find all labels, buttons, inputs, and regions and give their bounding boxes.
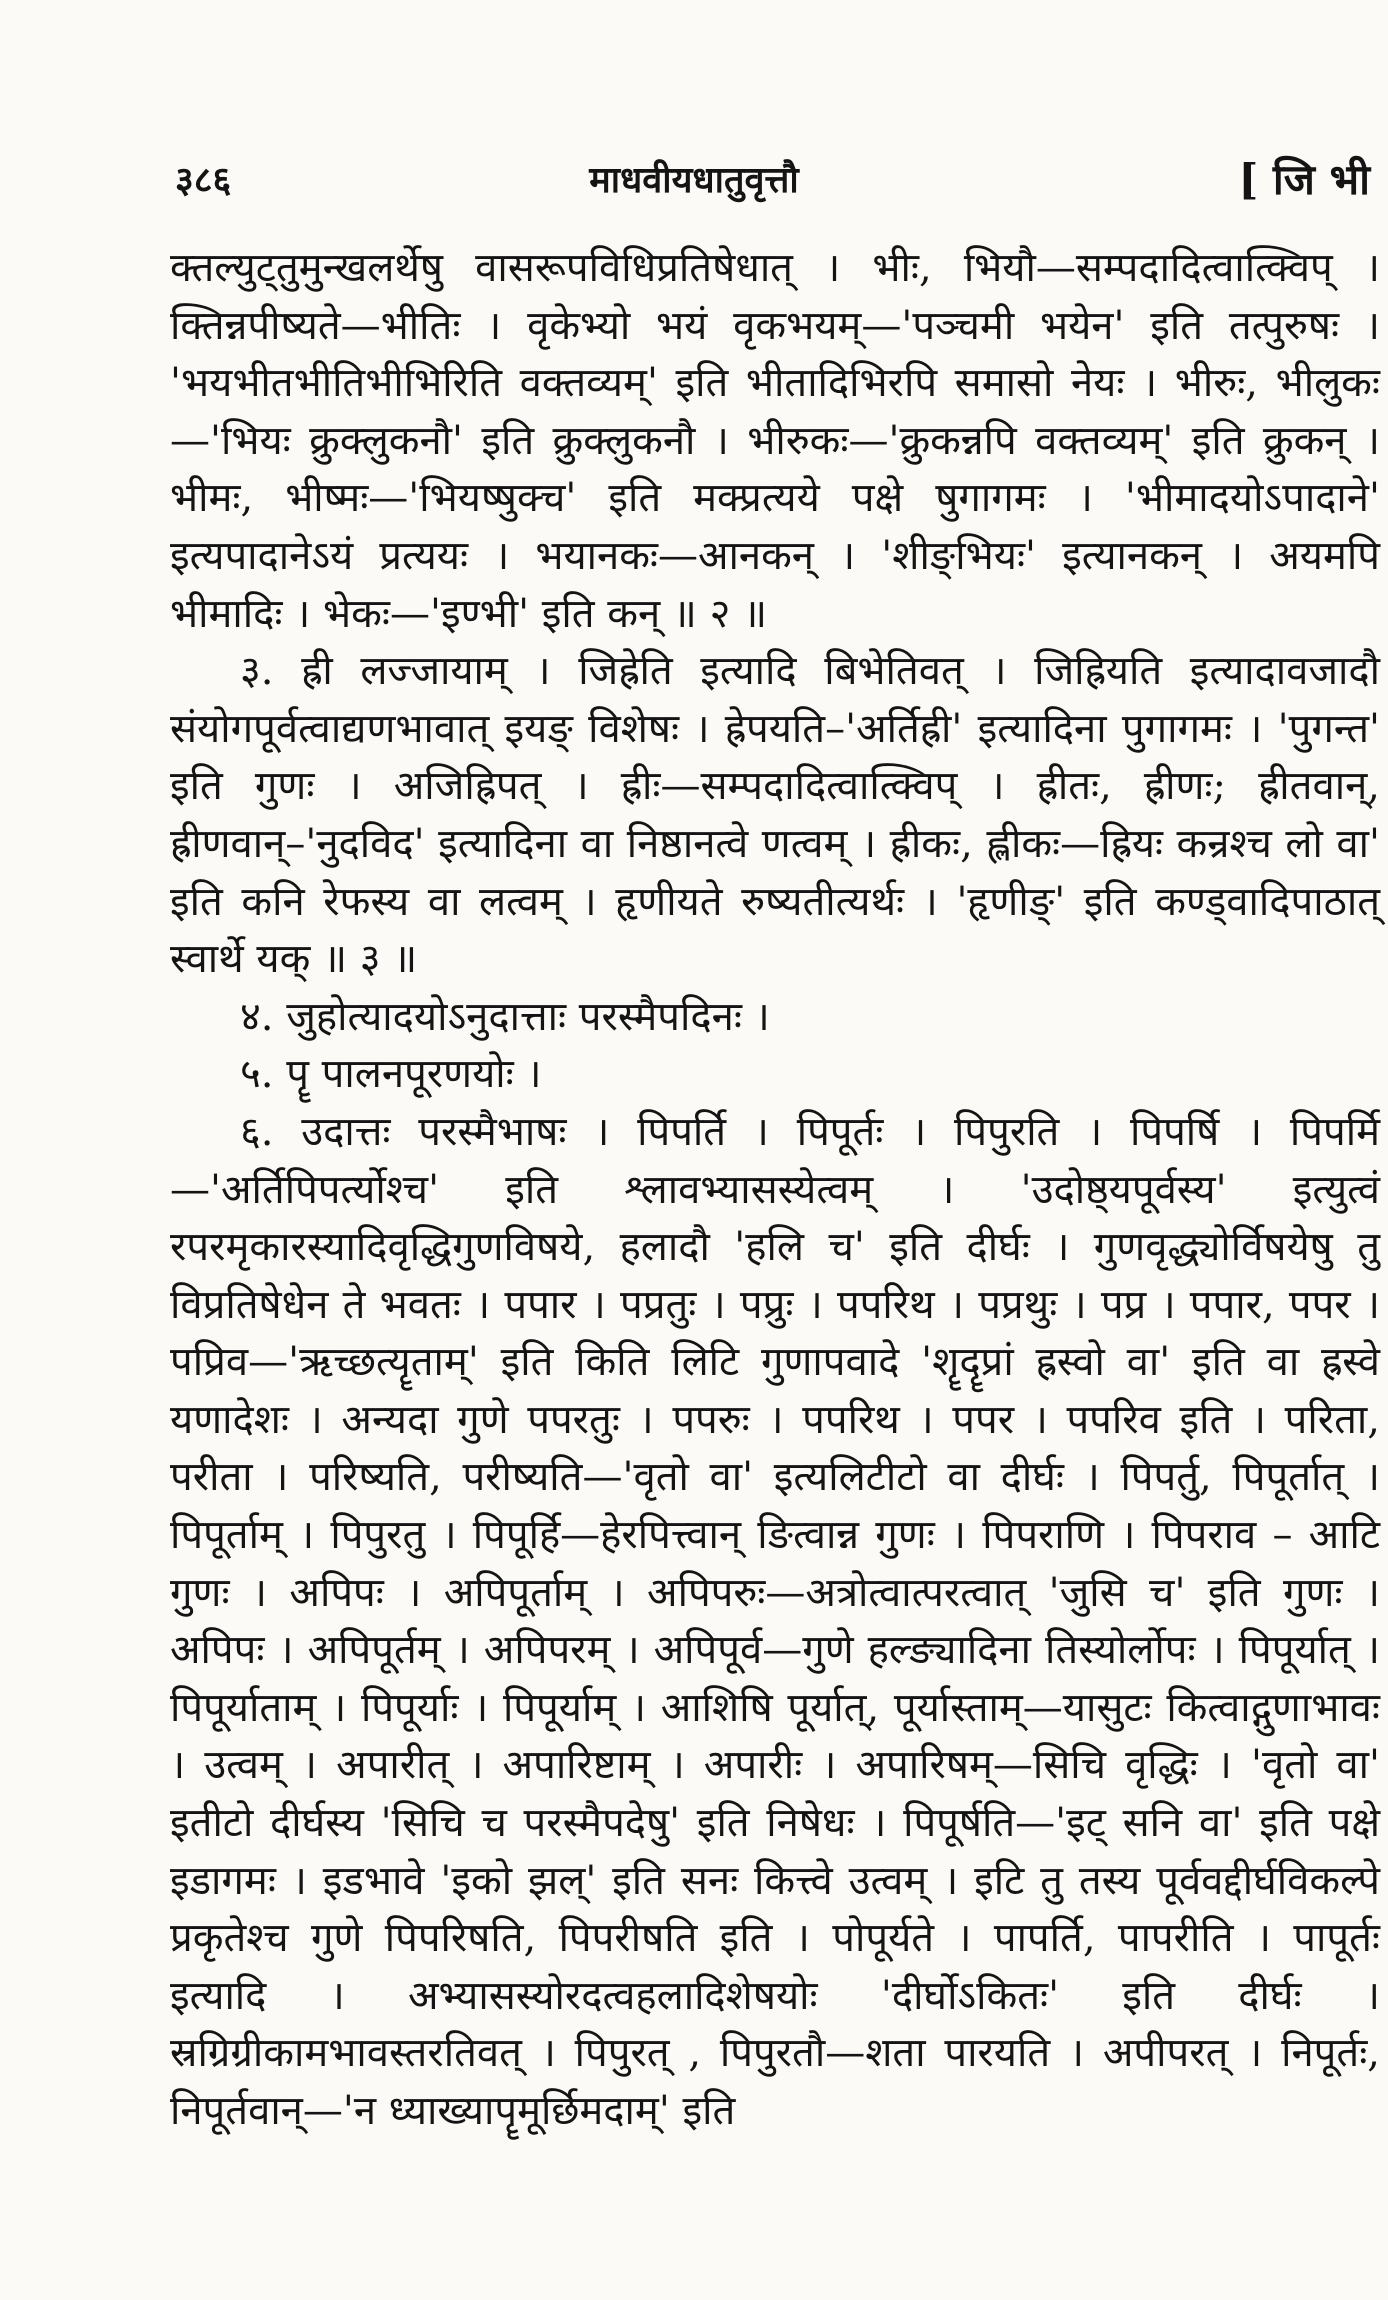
paragraph-pri-heading: ५. पॄ पालनपूरणयोः ।	[240, 1051, 542, 1098]
paragraph-bhi-continuation: क्तल्युट्तुमुन्खलर्थेषु वासरूपविधिप्रतिषेधात् । भीः, भियौ—सम्पदादित्वात्क्विप् । क्तिन्नपीष्यते—भीतिः । वृकेभ्यो भयं वृकभयम्—'पञ्चमी भयेन' इति तत्पुरुषः । 'भयभीतभीतिभीभिरिति वक्तव्यम्' इति भीतादिभिरपि समासो नेयः । भीरुः, भीलुकः—'भियः क्रुक्लुकनौ' इति क्रुक्लुकनौ । भीरुकः—'क्रुकन्नपि वक्तव्यम्' इति क्रुकन् । भीमः, भीष्मः—'भियष्षुक्च' इति मक्प्रत्यये पक्षे षुगागमः । 'भीमादयोऽपादाने' इत्यपादानेऽयं प्रत्ययः । भयानकः—आनकन् । 'शीङ्भियः' इत्यानकन् । अयमपि भीमादिः । भेकः—'इण्भी' इति कन् ॥ २ ॥	[170, 245, 1380, 637]
body-text	[170, 240, 1380, 2141]
paragraph-hri: ३. ह्री लज्जायाम् । जिह्रेति इत्यादि बिभेतिवत् । जिह्रियति इत्यादावजादौ संयोगपूर्वत्वाद्यणभावात् इयङ् विशेषः । ह्रेपयति–'अर्तिह्री' इत्यादिना पुगागमः । 'पुगन्त' इति गुणः । अजिह्रिपत् । ह्रीः—सम्पदादित्वात्क्विप् । ह्रीतः, ह्रीणः; ह्रीतवान्, ह्रीणवान्–'नुदविद' इत्यादिना वा निष्ठानत्वे णत्वम् । ह्रीकः, ह्लीकः—ह्रियः कन्रश्च लो वा' इति कनि रेफस्य वा लत्वम् । हृणीयते रुष्यतीत्यर्थः । 'हृणीङ्' इति कण्ड्वादिपाठात् स्वार्थे यक् ॥ ३ ॥	[170, 648, 1380, 983]
running-header	[0, 150, 1388, 210]
paragraph-juhotyadayah: ४. जुहोत्यादयोऽनुदात्ताः परस्मैपदिनः ।	[240, 993, 770, 1040]
paragraph-pri: ६. उदात्तः परस्मैभाषः । पिपर्ति । पिपूर्तः । पिपुरति । पिपर्षि । पिपर्मि—'अर्तिपिपर्त्योश्च' इति श्लावभ्यासस्येत्वम् । 'उदोष्ठ्यपूर्वस्य' इत्युत्वं रपरमृकारस्यादिवृद्धिगुणविषये, हलादौ 'हलि च' इति दीर्घः । गुणवृद्ध्योर्विषयेषु तु विप्रतिषेधेन ते भवतः । पपार । पप्रतुः । पप्रुः । पपरिथ । पप्रथुः । पप्र । पपार, पपर । पप्रिव—'ऋच्छत्यॄताम्' इति किति लिटि गुणापवादे 'शॄदॄप्रां ह्रस्वो वा' इति वा ह्रस्वे यणादेशः । अन्यदा गुणे पपरतुः । पपरुः । पपरिथ । पपर । पपरिव इति । परिता, परीता । परिष्यति, परीष्यति—'वृतो वा' इत्यलिटीटो वा दीर्घः । पिपर्तु, पिपूर्तात् । पिपूर्ताम् । पिपुरतु । पिपूर्हि—हेरपित्त्वान् ङित्वान्न गुणः । पिपराणि । पिपराव – आटि गुणः । अपिपः । अपिपूर्ताम् । अपिपरुः—अत्रोत्वात्परत्वात् 'जुसि च' इति गुणः । अपिपः । अपिपूर्तम् । अपिपरम् । अपिपूर्व—गुणे हल्ङ्यादिना तिस्योर्लोपः । पिपूर्यात् । पिपूर्याताम् । पिपूर्याः । पिपूर्याम् । आशिषि पूर्यात्, पूर्यास्ताम्—यासुटः कित्वाद्गुणाभावः । उत्वम् । अपारीत् । अपारिष्टाम् । अपारीः । अपारिषम्—सिचि वृद्धिः । 'वृतो वा' इतीटो दीर्घस्य 'सिचि च परस्मैपदेषु' इति निषेधः । पिपूर्षति—'इट् सनि वा' इति पक्षे इडागमः । इडभावे 'इको झल्' इति सनः कित्त्वे उत्वम् । इटि तु तस्य पूर्ववद्दीर्घविकल्पे प्रकृतेश्च गुणे पिपरिषति, पिपरीषति इति । पोपूर्यते । पापर्ति, पापरीति । पापूर्तः इत्यादि । अभ्यासस्योरदत्वहलादिशेषयोः 'दीर्घोऽकितः' इति दीर्घः । स्रग्रिग्रीकामभावस्तरतिवत् । पिपुरत् , पिपुरतौ—शता पारयति । अपीपरत् । निपूर्तः, निपूर्तवान्—'न ध्याख्यापॄमूर्छिमदाम्' इति	[170, 1108, 1380, 2134]
running-title: माधवीयधातुवृत्तौ	[589, 159, 799, 201]
section-marker: [ जि भी	[1238, 155, 1370, 204]
page-number: ३८६	[175, 159, 232, 201]
